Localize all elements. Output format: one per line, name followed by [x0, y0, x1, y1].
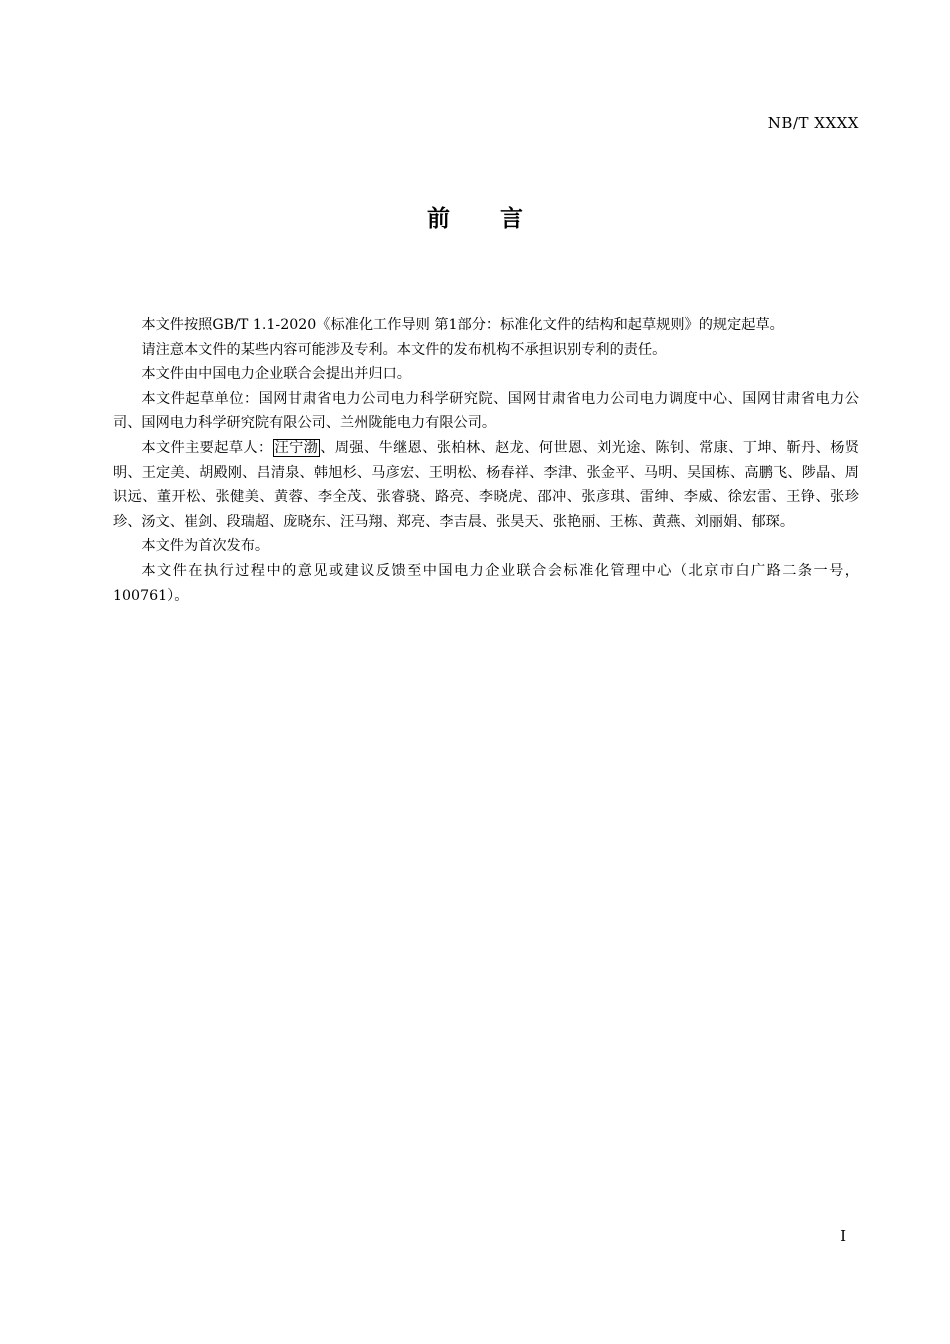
drafters-list: 、周强、牛继恩、张柏林、赵龙、何世恩、刘光途、陈钊、常康、丁坤、靳丹、杨贤明、王定美、胡殿刚、吕清泉、韩旭杉、马彦宏、王明松、杨春祥、李津、张金平、马明、吴国栋、高鹏飞、陟晶、周识远、董开松、张健美、黄蓉、李全茂、张睿骁、路亮、李晓虎、邵冲、张彦琪、雷绅、李威、徐宏雷、王铮、张珍珍、汤文、崔剑、段瑞超、庞晓东、汪马翔、郑亮、李吉晨、张昊天、张艳丽、王栋、黄燕、刘丽娟、郁琛。 — [113, 439, 859, 530]
first-release-paragraph: 本文件为首次发布。 — [141, 538, 270, 555]
drafters-paragraph — [113, 436, 859, 534]
drafters-label: 本文件主要起草人： — [141, 439, 273, 456]
patent-paragraph: 请注意本文件的某些内容可能涉及专利。本文件的发布机构不承担识别专利的责任。 — [141, 341, 667, 358]
foreword-body — [113, 313, 859, 608]
page-title: 前言 — [427, 206, 573, 232]
highlighted-drafter-name: 汪宁渤 — [274, 439, 319, 456]
feedback-paragraph: 本文件在执行过程中的意见或建议反馈至中国电力企业联合会标准化管理中心（北京市白广路二条一号，100761）。 — [113, 562, 859, 604]
document-code: NB/T XXXX — [767, 114, 859, 132]
drafting-units-paragraph: 本文件起草单位：国网甘肃省电力公司电力科学研究院、国网甘肃省电力公司电力调度中心、国网甘肃省电力公司、国网电力科学研究院有限公司、兰州陇能电力有限公司。 — [113, 390, 859, 432]
standard-paragraph: 本文件按照GB/T 1.1-2020《标准化工作导则 第1部分：标准化文件的结构和起草规则》的规定起草。 — [141, 317, 784, 333]
page-number: I — [840, 1227, 846, 1245]
proposer-paragraph: 本文件由中国电力企业联合会提出并归口。 — [141, 366, 411, 383]
